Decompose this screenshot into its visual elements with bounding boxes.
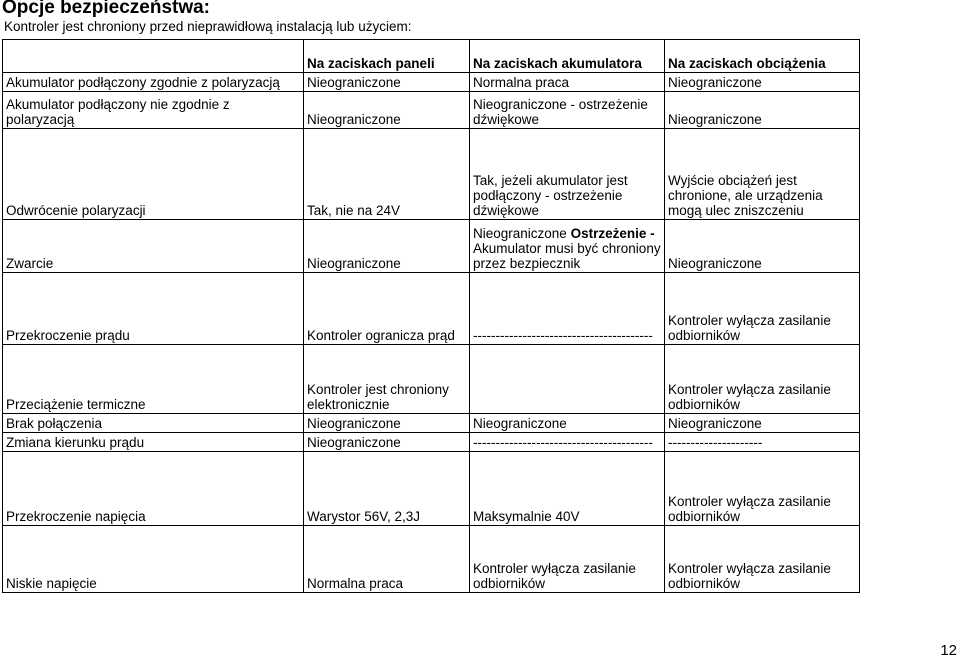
battery-cell: ----------------------------------------: [470, 273, 665, 345]
row-label: Przekroczenie napięcia: [3, 452, 304, 526]
header-battery: Na zaciskach akumulatora: [470, 40, 665, 73]
header-empty-cell: [3, 40, 304, 73]
battery-cell: [470, 345, 665, 414]
battery-cell-text: Nieograniczone - ostrzeżenie dźwiękowe: [473, 97, 648, 127]
panel-cell: Nieograniczone: [304, 220, 470, 273]
panel-cell: Warystor 56V, 2,3J: [304, 452, 470, 526]
load-cell: Nieograniczone: [665, 73, 860, 92]
row-label: Zmiana kierunku prądu: [3, 433, 304, 452]
battery-cell: Kontroler wyłącza zasilanie odbiorników: [470, 526, 665, 593]
row-label: Akumulator podłączony zgodnie z polaryzacją: [3, 73, 304, 92]
row-label-text: Akumulator podłączony nie zgodnie z polaryzacją: [6, 97, 230, 127]
load-cell: Nieograniczone: [665, 92, 860, 129]
table-row: [3, 452, 860, 526]
table-row: [3, 129, 860, 220]
load-cell: Kontroler wyłącza zasilanie odbiorników: [665, 526, 860, 593]
load-cell: Kontroler wyłącza zasilanie odbiorników: [665, 345, 860, 414]
page-subtitle: Kontroler jest chroniony przed nieprawidłową instalacją lub użyciem:: [4, 19, 412, 34]
battery-cell: [470, 129, 665, 220]
battery-cell-text: Tak, jeżeli akumulator jest podłączony - ostrzeżenie dźwiękowe: [473, 173, 628, 218]
panel-cell: Kontroler jest chroniony elektronicznie: [304, 345, 470, 414]
load-cell: Kontroler wyłącza zasilanie odbiorników: [665, 273, 860, 345]
table-row: [3, 433, 860, 452]
battery-cell-suffix: Akumulator musi być chroniony przez bezpiecznik: [473, 241, 661, 271]
row-label: Odwrócenie polaryzacji: [3, 129, 304, 220]
table-row: [3, 73, 860, 92]
panel-cell: Nieograniczone: [304, 414, 470, 433]
battery-cell: Nieograniczone: [470, 414, 665, 433]
battery-cell: [470, 220, 665, 273]
battery-cell: Normalna praca: [470, 73, 665, 92]
battery-cell: Maksymalnie 40V: [470, 452, 665, 526]
row-label: Przekroczenie prądu: [3, 273, 304, 345]
battery-cell: ----------------------------------------: [470, 433, 665, 452]
table-row: [3, 414, 860, 433]
panel-cell: Normalna praca: [304, 526, 470, 593]
header-load: Na zaciskach obciążenia: [665, 40, 860, 73]
row-label: Brak połączenia: [3, 414, 304, 433]
load-cell: ---------------------: [665, 433, 860, 452]
row-label: Przeciążenie termiczne: [3, 345, 304, 414]
load-cell: Wyjście obciążeń jest chronione, ale urządzenia mogą ulec zniszczeniu: [665, 129, 860, 220]
table-row: [3, 92, 860, 129]
protection-table: [2, 39, 860, 593]
panel-cell: Kontroler ogranicza prąd: [304, 273, 470, 345]
page-number: 12: [940, 642, 957, 659]
row-label: Niskie napięcie: [3, 526, 304, 593]
battery-cell-warning: Ostrzeżenie -: [570, 226, 655, 241]
table-header-row: [3, 40, 860, 73]
row-label: [3, 92, 304, 129]
page-title: Opcje bezpieczeństwa:: [2, 0, 211, 18]
header-panel: Na zaciskach paneli: [304, 40, 470, 73]
panel-cell: Tak, nie na 24V: [304, 129, 470, 220]
battery-cell-prefix: Nieograniczone: [473, 226, 567, 241]
table-row: [3, 273, 860, 345]
battery-cell: [470, 92, 665, 129]
panel-cell: Nieograniczone: [304, 92, 470, 129]
table-row: [3, 345, 860, 414]
load-cell: Kontroler wyłącza zasilanie odbiorników: [665, 452, 860, 526]
table-row: [3, 220, 860, 273]
panel-cell: Nieograniczone: [304, 73, 470, 92]
panel-cell: Nieograniczone: [304, 433, 470, 452]
load-cell: Nieograniczone: [665, 220, 860, 273]
table-row: [3, 526, 860, 593]
row-label: Zwarcie: [3, 220, 304, 273]
load-cell: Nieograniczone: [665, 414, 860, 433]
